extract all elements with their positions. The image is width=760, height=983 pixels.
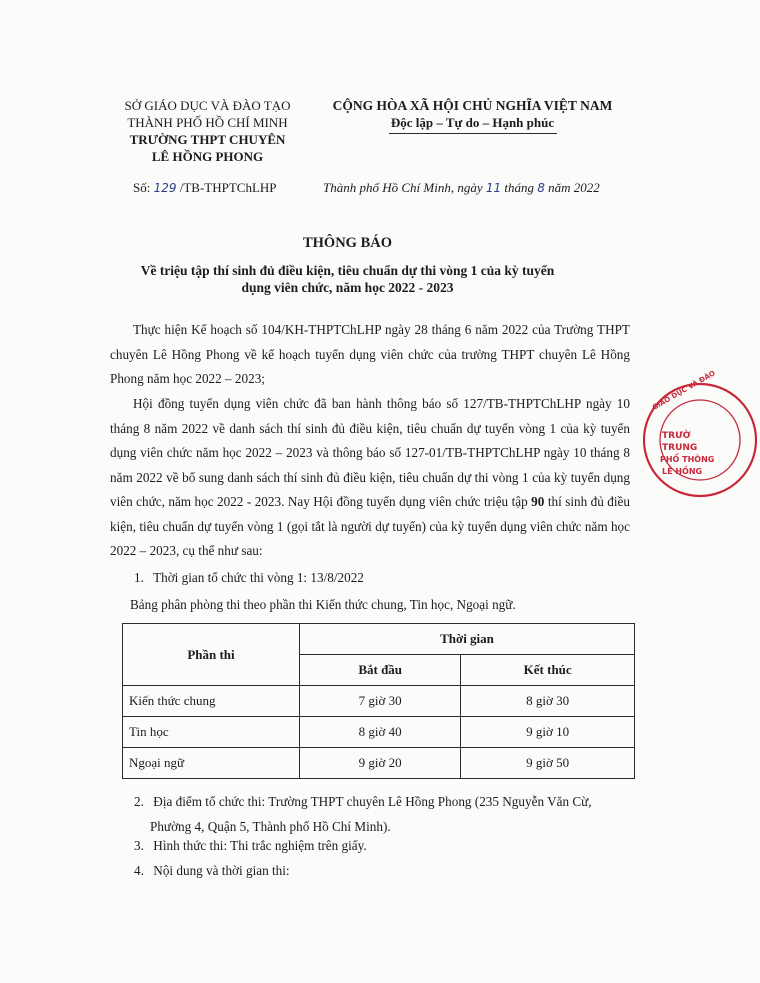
handwritten-month: 8 xyxy=(537,181,545,195)
document-subtitle: Về triệu tập thí sinh đủ điều kiện, tiêu chuẩn dự thi vòng 1 của kỳ tuyển dụng viên chức, năm học 2022 - 2023 xyxy=(140,263,555,295)
issuer-block xyxy=(100,97,315,165)
table-header-time: Thời gian xyxy=(300,624,635,655)
issuer-department: SỞ GIÁO DỤC VÀ ĐÀO TẠO xyxy=(124,98,291,113)
svg-text:PHỔ THÔNG: PHỔ THÔNG xyxy=(660,455,715,464)
list-item: 1. Thời gian tổ chức thi vòng 1: 13/8/2022 xyxy=(134,570,364,585)
table-row: Tin học 8 giờ 40 9 giờ 10 xyxy=(123,717,635,748)
table-row: Kiến thức chung 7 giờ 30 8 giờ 30 xyxy=(123,686,635,717)
handwritten-number: 129 xyxy=(153,181,177,195)
paragraph-council: Hội đồng tuyển dụng viên chức đã ban hành thông báo số 127/TB-THPTChLHP ngày 10 tháng 8 năm 2022 về danh sách thí sinh đủ điều kiện, tiêu chuẩn dự tuyển vòng 1 của kỳ tuyển dụng viên chức năm học 2022 – 2023 và thông báo số 127-01/TB-THPTChLHP ngày 10 tháng 8 năm 2022 về bổ sung danh sách thí sinh đủ điều kiện, tiêu chuẩn dự thi vòng 1 của kỳ tuyển dụng viên chức, năm học 2022 - 2023. Nay Hội đồng tuyển dụng viên chức triệu tập 90 thí sinh đủ điều kiện, tiêu chuẩn dự tuyển vòng 1 (gọi tắt là người dự tuyển) của kỳ tuyển dụng viên chức năm học 2022 – 2023, cụ thể như sau: xyxy=(110,396,630,558)
exam-schedule-table xyxy=(122,623,635,779)
national-header xyxy=(325,97,620,134)
svg-text:GIÁO DỤC VÀ ĐÀO: GIÁO DỤC VÀ ĐÀO xyxy=(651,369,717,412)
table-row: Ngoại ngữ 9 giờ 20 9 giờ 50 xyxy=(123,748,635,779)
svg-text:LÊ HỒNG: LÊ HỒNG xyxy=(662,467,703,476)
official-seal-icon xyxy=(640,369,760,500)
list-item: 4. Nội dung và thời gian thi: xyxy=(134,863,290,878)
table-header-section: Phần thi xyxy=(123,624,300,686)
issuer-city: THÀNH PHỐ HỒ CHÍ MINH xyxy=(127,115,288,130)
table-header-end: Kết thúc xyxy=(461,655,635,686)
reference-number: Số: 129 /TB-THPTChLHP xyxy=(133,180,277,195)
list-item: 2. Địa điểm tổ chức thi: Trường THPT chuyên Lê Hồng Phong (235 Nguyễn Văn Cừ, Phường 4, Quận 5, Thành phố Hồ Chí Minh). xyxy=(134,794,592,834)
svg-text:TRUNG: TRUNG xyxy=(662,443,698,453)
issuer-school: TRƯỜNG THPT CHUYÊN xyxy=(129,132,286,147)
handwritten-day: 11 xyxy=(485,181,502,195)
table-header-start: Bắt đầu xyxy=(300,655,461,686)
list-item: 3. Hình thức thi: Thi trắc nghiệm trên giấy. xyxy=(134,838,367,853)
motto-underline xyxy=(389,133,557,134)
table-intro: Bảng phân phòng thi theo phần thi Kiến thức chung, Tin học, Ngoại ngữ. xyxy=(130,597,516,612)
svg-text:TRƯỜ: TRƯỜ xyxy=(662,431,691,441)
document-title: THÔNG BÁO xyxy=(302,235,393,251)
candidate-count: 90 xyxy=(531,494,545,509)
issuer-school-name: LÊ HỒNG PHONG xyxy=(151,149,264,164)
date-line: Thành phố Hồ Chí Minh, ngày 11 tháng 8 năm 2022 xyxy=(323,180,600,195)
paragraph-plan: Thực hiện Kế hoạch số 104/KH-THPTChLHP ngày 28 tháng 6 năm 2022 của Trường THPT chuyên Lê Hồng Phong về kế hoạch tuyển dụng viên chức của trường THPT chuyên Lê Hồng Phong năm học 2022 – 2023; xyxy=(110,322,630,386)
national-motto: Độc lập – Tự do – Hạnh phúc xyxy=(390,115,555,130)
national-title: CỘNG HÒA XÃ HỘI CHỦ NGHĨA VIỆT NAM xyxy=(332,98,613,113)
